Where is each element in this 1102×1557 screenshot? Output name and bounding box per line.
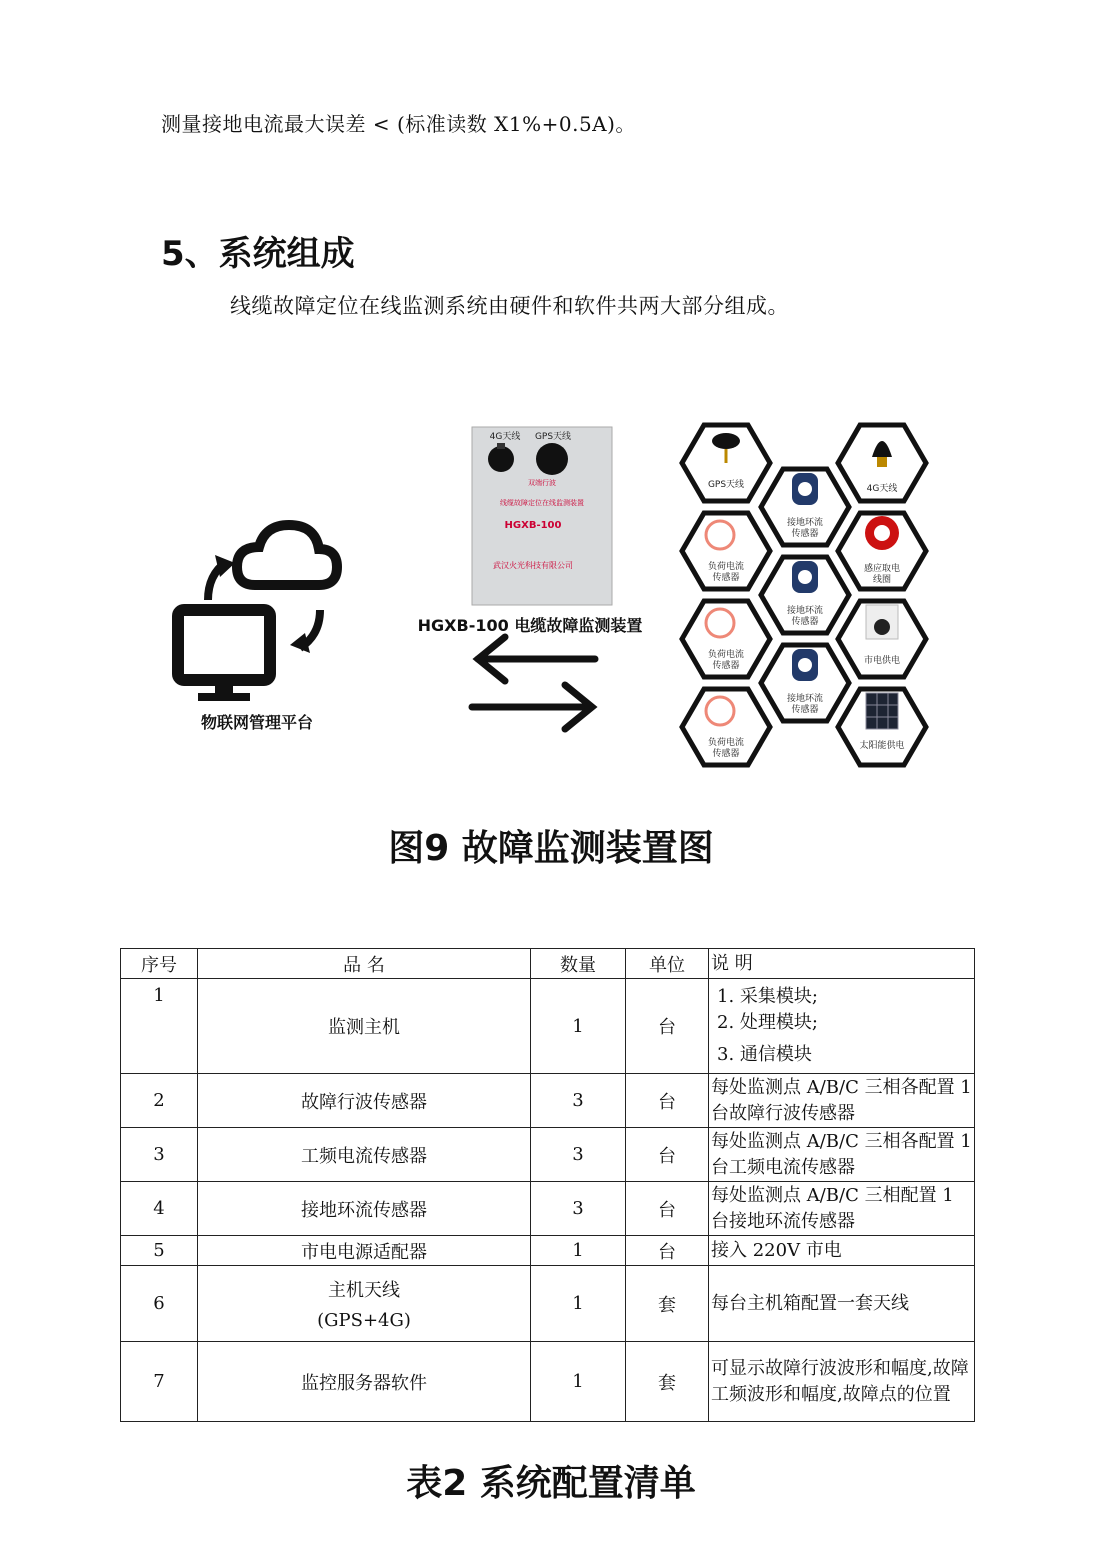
figure-caption: 图9 故障监测装置图	[388, 828, 714, 869]
4g-antenna-hex	[838, 425, 926, 501]
section-heading: 5、系统组成	[161, 234, 355, 274]
svg-text:传感器: 传感器	[712, 661, 740, 671]
svg-text:4G天线: 4G天线	[489, 432, 521, 442]
svg-text:太阳能供电: 太阳能供电	[859, 741, 905, 751]
header-no: 序号	[121, 949, 198, 979]
svg-text:负荷电流: 负荷电流	[707, 562, 745, 572]
load-current-sensor-hex-3	[682, 689, 770, 765]
ground-loop-sensor-hex-2	[761, 557, 849, 633]
ground-loop-sensor-hex-3	[761, 645, 849, 721]
device-box	[472, 427, 612, 605]
svg-text:接地环流: 接地环流	[786, 518, 824, 528]
svg-text:GPS天线: GPS天线	[707, 480, 745, 490]
ground-loop-sensor-hex-1	[761, 469, 849, 545]
svg-text:传感器: 传感器	[791, 529, 819, 539]
svg-text:线缆故障定位在线监测装置: 线缆故障定位在线监测装置	[500, 499, 584, 507]
svg-text:市电供电: 市电供电	[863, 656, 901, 666]
svg-text:接地环流: 接地环流	[786, 694, 824, 704]
svg-text:线圈: 线圈	[872, 575, 892, 585]
section-paragraph: 线缆故障定位在线监测系统由硬件和软件共两大部分组成。	[230, 294, 789, 318]
config-table	[120, 948, 975, 1422]
table-row: 6 主机天线 (GPS+4G) 1 套 每台主机箱配置一套天线	[121, 1266, 975, 1342]
svg-text:负荷电流: 负荷电流	[707, 650, 745, 660]
svg-text:传感器: 传感器	[791, 705, 819, 715]
mains-power-hex	[838, 601, 926, 677]
induction-coil-hex	[838, 513, 926, 589]
svg-text:GPS天线: GPS天线	[534, 432, 572, 442]
svg-text:负荷电流: 负荷电流	[707, 738, 745, 748]
table-row: 3 工频电流传感器 3 台 每处监测点 A/B/C 三相各配置 1 台工频电流传感器	[121, 1128, 975, 1182]
sensor-hexagons	[682, 425, 926, 765]
svg-text:传感器: 传感器	[712, 749, 740, 759]
svg-text:感应取电: 感应取电	[863, 564, 901, 574]
table-header-row	[121, 949, 975, 979]
load-current-sensor-hex-2	[682, 601, 770, 677]
load-current-sensor-hex-1	[682, 513, 770, 589]
svg-text:接地环流: 接地环流	[786, 606, 824, 616]
system-figure	[160, 415, 950, 775]
exchange-arrows-icon	[472, 637, 595, 729]
platform-label: 物联网管理平台	[200, 713, 314, 732]
solar-power-hex	[838, 689, 926, 765]
svg-text:HGXB-100: HGXB-100	[504, 520, 562, 531]
header-qty: 数量	[531, 949, 626, 979]
table-row: 5 市电电源适配器 1 台 接入 220V 市电	[121, 1236, 975, 1266]
device-label: HGXB-100 电缆故障监测装置	[417, 616, 643, 635]
svg-text:4G天线: 4G天线	[866, 484, 898, 494]
table-row: 1 监测主机 1 台 1. 采集模块; 2. 处理模块; 3. 通信模块	[121, 979, 975, 1074]
svg-text:武汉火光科技有限公司: 武汉火光科技有限公司	[493, 561, 573, 570]
table-row: 2 故障行波传感器 3 台 每处监测点 A/B/C 三相各配置 1 台故障行波传感器	[121, 1074, 975, 1128]
header-unit: 单位	[626, 949, 709, 979]
header-desc: 说 明	[709, 949, 975, 979]
iot-platform-icon	[178, 525, 337, 701]
table-caption: 表2 系统配置清单	[406, 1463, 696, 1504]
header-name: 品 名	[198, 949, 531, 979]
svg-text:传感器: 传感器	[712, 573, 740, 583]
gps-antenna-hex	[682, 425, 770, 501]
table-row: 4 接地环流传感器 3 台 每处监测点 A/B/C 三相配置 1 台接地环流传感器	[121, 1182, 975, 1236]
intro-text: 测量接地电流最大误差 < (标准读数 X1%+0.5A)。	[161, 112, 636, 136]
svg-text:双端行波: 双端行波	[528, 479, 556, 487]
svg-text:传感器: 传感器	[791, 617, 819, 627]
table-row: 7 监控服务器软件 1 套 可显示故障行波波形和幅度,故障工频波形和幅度,故障点的位置	[121, 1342, 975, 1422]
